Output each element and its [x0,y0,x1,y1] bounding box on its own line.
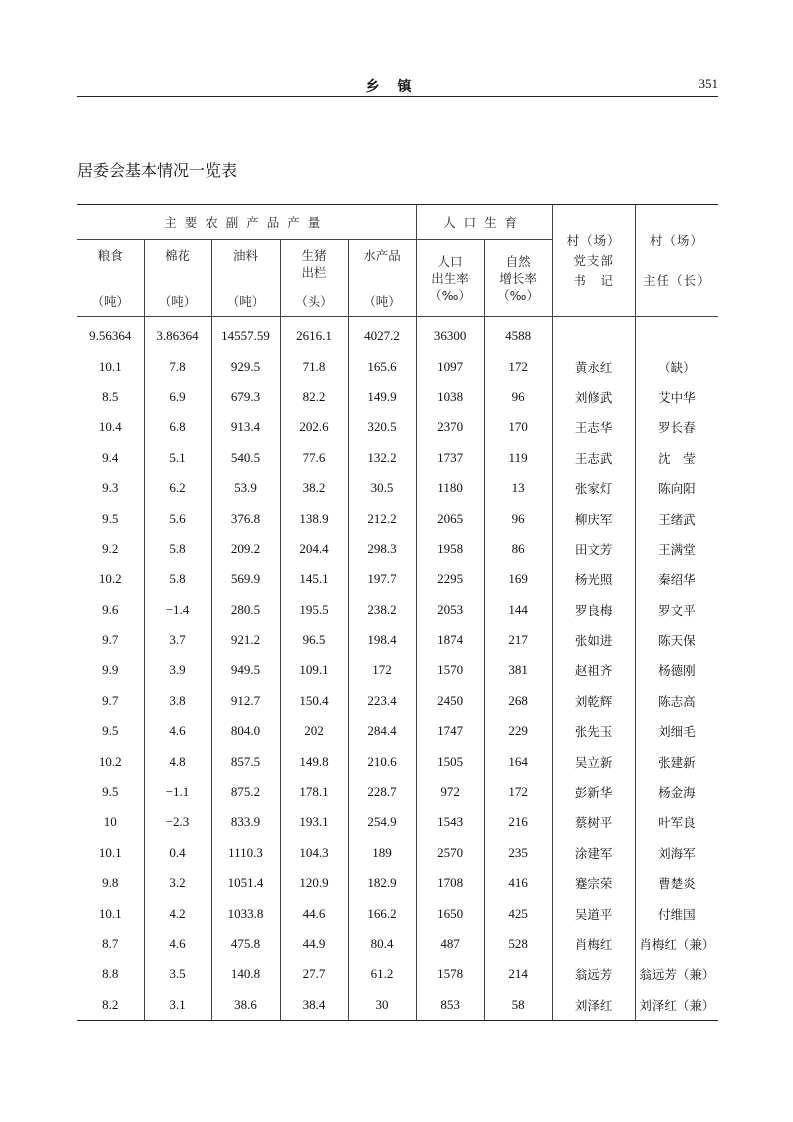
table-cell: 209.2 [211,534,280,564]
table-cell: 刘泽红（兼） [639,997,715,1013]
table-cell: 10.1 [77,351,144,381]
table-cell: 4027.2 [348,317,416,352]
table-row [77,412,718,442]
header-aqua [348,240,416,317]
table-cell: 王满堂 [658,541,696,557]
table-cell: 1051.4 [211,868,280,898]
table-cell: 黄永红 [552,351,635,381]
page-header [77,74,718,97]
table-row [77,959,718,989]
table-cell: 赵祖齐 [552,655,635,685]
table-cell: 80.4 [348,929,416,959]
table-cell: 杨德刚 [658,663,696,679]
table-cell: 929.5 [211,351,280,381]
header-growth-unit: （‰） [497,287,539,303]
table-cell: 彭新华 [552,777,635,807]
table-row [77,898,718,928]
header-cotton-label: 棉花 [164,247,190,263]
table-cell: 214 [484,959,552,989]
table-cell: 487 [416,929,484,959]
table-cell: 61.2 [348,959,416,989]
table-cell: 170 [484,412,552,442]
table-cell: （缺） [658,359,696,375]
table-cell: 涂建军 [552,838,635,868]
table-cell: 1737 [416,443,484,473]
table-cell: 王绪武 [658,511,696,527]
table-cell: 付维国 [658,906,696,922]
header-pig-unit: （头） [295,293,333,309]
header-cotton-unit: （吨） [158,293,197,309]
table-row [77,777,718,807]
table-cell: 202 [280,716,348,746]
table-cell: 8.5 [77,382,144,412]
table-cell: 王志华 [552,412,635,442]
table-cell: 149.9 [348,382,416,412]
table-cell: 陈天保 [658,633,696,649]
table-row [77,595,718,625]
table-cell: 36300 [416,317,484,352]
table-cell: 2295 [416,564,484,594]
table-cell: 212.2 [348,503,416,533]
table-cell: 172 [348,655,416,685]
table-cell: 284.4 [348,716,416,746]
header-oil [211,240,280,317]
table-cell: 416 [484,868,552,898]
table-cell: 138.9 [280,503,348,533]
table-row [77,473,718,503]
table-cell: 166.2 [348,898,416,928]
table-cell: 3.2 [144,868,211,898]
table-cell: 柳庆军 [552,503,635,533]
table-cell: 1570 [416,655,484,685]
table-cell: 853 [416,990,484,1021]
table-cell: 144 [484,595,552,625]
table-cell: 9.4 [77,443,144,473]
header-secretary-line2: 党支部 [573,252,614,268]
table-cell: 120.9 [280,868,348,898]
table-cell: 268 [484,686,552,716]
table-cell: 10.2 [77,564,144,594]
table-cell: 5.8 [144,534,211,564]
table-cell: 3.7 [144,625,211,655]
table-cell: 0.4 [144,838,211,868]
table-cell: 翁远芳 [552,959,635,989]
running-title: 乡镇 [365,79,430,95]
table-cell: 6.8 [144,412,211,442]
table-cell: 2065 [416,503,484,533]
table-cell: 119 [484,443,552,473]
header-growth-label-1: 自然 [505,253,531,269]
table-cell: 178.1 [280,777,348,807]
table-cell: 3.5 [144,959,211,989]
data-table [77,204,718,1021]
table-row [77,686,718,716]
table-cell: 82.2 [280,382,348,412]
table-cell: 13 [484,473,552,503]
table-cell: 9.8 [77,868,144,898]
table-cell: −2.3 [144,807,211,837]
table-cell: 804.0 [211,716,280,746]
table-cell: 3.8 [144,686,211,716]
header-pig-label-2: 出栏 [301,264,327,280]
table-cell: 9.7 [77,625,144,655]
table-cell: 5.1 [144,443,211,473]
table-cell: 刘修武 [552,382,635,412]
table-title: 居委会基本情况一览表 [77,161,238,180]
table-cell: 77.6 [280,443,348,473]
table-row [77,990,718,1021]
table-cell: 7.8 [144,351,211,381]
table-cell: 528 [484,929,552,959]
table-cell: 曹楚炎 [658,876,696,892]
table-cell: 张建新 [658,754,696,770]
table-cell: 921.2 [211,625,280,655]
table-cell: 8.2 [77,990,144,1021]
table-cell: 9.3 [77,473,144,503]
header-growth-rate [484,240,552,317]
table-cell: 艾中华 [658,389,696,405]
header-pig [280,240,348,317]
table-cell: 1747 [416,716,484,746]
table-cell: 9.2 [77,534,144,564]
table-cell: 6.9 [144,382,211,412]
table-cell: 1578 [416,959,484,989]
table-cell: 1038 [416,382,484,412]
table-cell: 210.6 [348,746,416,776]
table-cell: 刘乾辉 [552,686,635,716]
table-cell: 1874 [416,625,484,655]
table-cell: 2370 [416,412,484,442]
table-cell: 14557.59 [211,317,280,352]
table-cell: 165.6 [348,351,416,381]
header-birth-unit: （‰） [429,287,471,303]
header-growth-label-2: 增长率 [499,270,537,286]
table-cell: 9.56364 [77,317,144,352]
header-birth-rate [416,240,484,317]
table-cell: 2450 [416,686,484,716]
table-cell: −1.1 [144,777,211,807]
table-cell: 132.2 [348,443,416,473]
table-cell: −1.4 [144,595,211,625]
header-group-agri: 主要农副产品产量 [77,205,416,240]
table-cell: 44.6 [280,898,348,928]
table-cell: 刘泽红 [552,990,635,1021]
table-cell: 9.5 [77,777,144,807]
table-cell: 秦绍华 [658,572,696,588]
table-row [77,503,718,533]
table-row [77,655,718,685]
header-pig-label-1: 生猪 [301,247,327,263]
table-cell: 杨金海 [658,785,696,801]
table-cell: 5.6 [144,503,211,533]
table-cell: 425 [484,898,552,928]
table-cell: 1097 [416,351,484,381]
header-secretary [552,205,635,317]
table-cell: 376.8 [211,503,280,533]
table-cell: 肖梅红（兼） [639,937,715,952]
table-cell: 4.8 [144,746,211,776]
header-oil-unit: （吨） [226,293,265,309]
table-cell: 1958 [416,534,484,564]
table-cell: 169 [484,564,552,594]
table-cell: 4.6 [144,929,211,959]
table-cell: 张如进 [552,625,635,655]
header-aqua-label: 水产品 [363,247,401,263]
table-cell: 96.5 [280,625,348,655]
table-cell: 1650 [416,898,484,928]
table-cell: 3.86364 [144,317,211,352]
table-row [77,746,718,776]
table-cell: 肖梅红 [552,929,635,959]
table-row [77,382,718,412]
table-cell: 陈向阳 [658,481,696,497]
table-cell: 254.9 [348,807,416,837]
table-cell: 71.8 [280,351,348,381]
table-cell: 蔡树平 [552,807,635,837]
header-grain-unit: （吨） [91,293,129,309]
header-director-line2: 主任（长） [643,272,711,288]
table-cell: 235 [484,838,552,868]
table-cell: 10.1 [77,898,144,928]
table-cell: 罗长春 [658,420,696,436]
table-cell: 223.4 [348,686,416,716]
table-cell: 2616.1 [280,317,348,352]
table-cell: 58 [484,990,552,1021]
table-cell: 195.5 [280,595,348,625]
header-group-pop: 人口生育 [416,205,552,240]
table-cell: 193.1 [280,807,348,837]
header-birth-label-1: 人口 [437,253,463,269]
table-cell: 280.5 [211,595,280,625]
table-cell: 320.5 [348,412,416,442]
table-row [77,716,718,746]
table-cell: 216 [484,807,552,837]
table-row [77,564,718,594]
table-cell: 182.9 [348,868,416,898]
table-cell: 10.4 [77,412,144,442]
table-cell: 949.5 [211,655,280,685]
table-cell: 3.1 [144,990,211,1021]
table-cell: 9.9 [77,655,144,685]
table-cell: 吴道平 [552,898,635,928]
table-cell: 27.7 [280,959,348,989]
table-cell: 164 [484,746,552,776]
table-cell: 96 [484,382,552,412]
table-cell: 4588 [484,317,552,352]
table-cell: 189 [348,838,416,868]
table-row [77,534,718,564]
table-cell: 44.9 [280,929,348,959]
table-cell: 刘细毛 [658,724,696,740]
table-cell: 8.7 [77,929,144,959]
table-row [77,838,718,868]
table-cell: 田文芳 [552,534,635,564]
table-cell: 475.8 [211,929,280,959]
table-cell: 吴立新 [552,746,635,776]
table-cell: 30 [348,990,416,1021]
table-cell: 149.8 [280,746,348,776]
table-cell: 30.5 [348,473,416,503]
table-cell: 10 [77,807,144,837]
table-row [77,443,718,473]
table-cell: 298.3 [348,534,416,564]
table-cell: 1505 [416,746,484,776]
table-cell: 罗文平 [658,602,696,618]
table-cell: 杨光照 [552,564,635,594]
header-cotton [144,240,211,317]
table-cell: 罗良梅 [552,595,635,625]
table-cell: 3.9 [144,655,211,685]
table-cell: 10.2 [77,746,144,776]
table-cell: 381 [484,655,552,685]
table-cell: 86 [484,534,552,564]
header-secretary-line1: 村（场） [566,232,621,248]
table-cell: 2053 [416,595,484,625]
table-cell: 刘海军 [658,845,696,861]
header-secretary-line3: 书 记 [573,272,614,288]
table-cell: 569.9 [211,564,280,594]
table-row [77,807,718,837]
table-cell: 1708 [416,868,484,898]
table-cell: 150.4 [280,686,348,716]
table-cell: 172 [484,777,552,807]
table-row [77,317,718,352]
table-cell: 228.7 [348,777,416,807]
table-cell: 6.2 [144,473,211,503]
page-number: 351 [698,76,718,91]
table-cell: 5.8 [144,564,211,594]
table-cell: 1110.3 [211,838,280,868]
table-cell: 172 [484,351,552,381]
table-cell: 8.8 [77,959,144,989]
table-row [77,929,718,959]
table-row [77,868,718,898]
table-cell: 197.7 [348,564,416,594]
table-cell: 9.5 [77,503,144,533]
table-cell: 4.6 [144,716,211,746]
header-oil-label: 油料 [232,247,258,263]
table-cell: 96 [484,503,552,533]
table-cell: 217 [484,625,552,655]
table-cell: 912.7 [211,686,280,716]
table-cell: 913.4 [211,412,280,442]
header-grain [77,240,144,317]
table-cell: 王志武 [552,443,635,473]
table-cell: 38.4 [280,990,348,1021]
table-cell: 202.6 [280,412,348,442]
table-cell: 540.5 [211,443,280,473]
table-cell: 9.7 [77,686,144,716]
table-cell: 238.2 [348,595,416,625]
table-cell [635,317,718,352]
table-cell: 857.5 [211,746,280,776]
table-cell: 1543 [416,807,484,837]
table-cell: 109.1 [280,655,348,685]
table-cell: 38.2 [280,473,348,503]
table-cell: 10.1 [77,838,144,868]
table-cell: 2570 [416,838,484,868]
table-body [77,317,718,1021]
table-cell: 972 [416,777,484,807]
table-cell: 蹇宗荣 [552,868,635,898]
table-cell: 833.9 [211,807,280,837]
table-cell: 9.6 [77,595,144,625]
table-cell: 53.9 [211,473,280,503]
table-cell: 陈志高 [658,693,696,709]
table-cell: 875.2 [211,777,280,807]
table-cell: 1180 [416,473,484,503]
table-cell: 145.1 [280,564,348,594]
table-cell: 38.6 [211,990,280,1021]
table-cell: 张先玉 [552,716,635,746]
table-row [77,625,718,655]
table-cell: 张家灯 [552,473,635,503]
header-aqua-unit: （吨） [363,293,401,309]
header-birth-label-2: 出生率 [431,270,469,286]
table-cell: 229 [484,716,552,746]
table-cell: 叶军良 [658,815,696,831]
table-cell: 104.3 [280,838,348,868]
table-cell: 204.4 [280,534,348,564]
table-cell: 198.4 [348,625,416,655]
table-cell: 9.5 [77,716,144,746]
header-director [635,205,718,317]
table-cell: 679.3 [211,382,280,412]
table-row [77,351,718,381]
table-cell: 翁远芳（兼） [639,967,715,983]
table-cell: 4.2 [144,898,211,928]
table-cell [552,317,635,352]
table-cell: 沈 莹 [658,450,696,466]
header-director-line1: 村（场） [649,232,704,248]
table-cell: 1033.8 [211,898,280,928]
header-grain-label: 粮食 [97,247,123,263]
table-cell: 140.8 [211,959,280,989]
